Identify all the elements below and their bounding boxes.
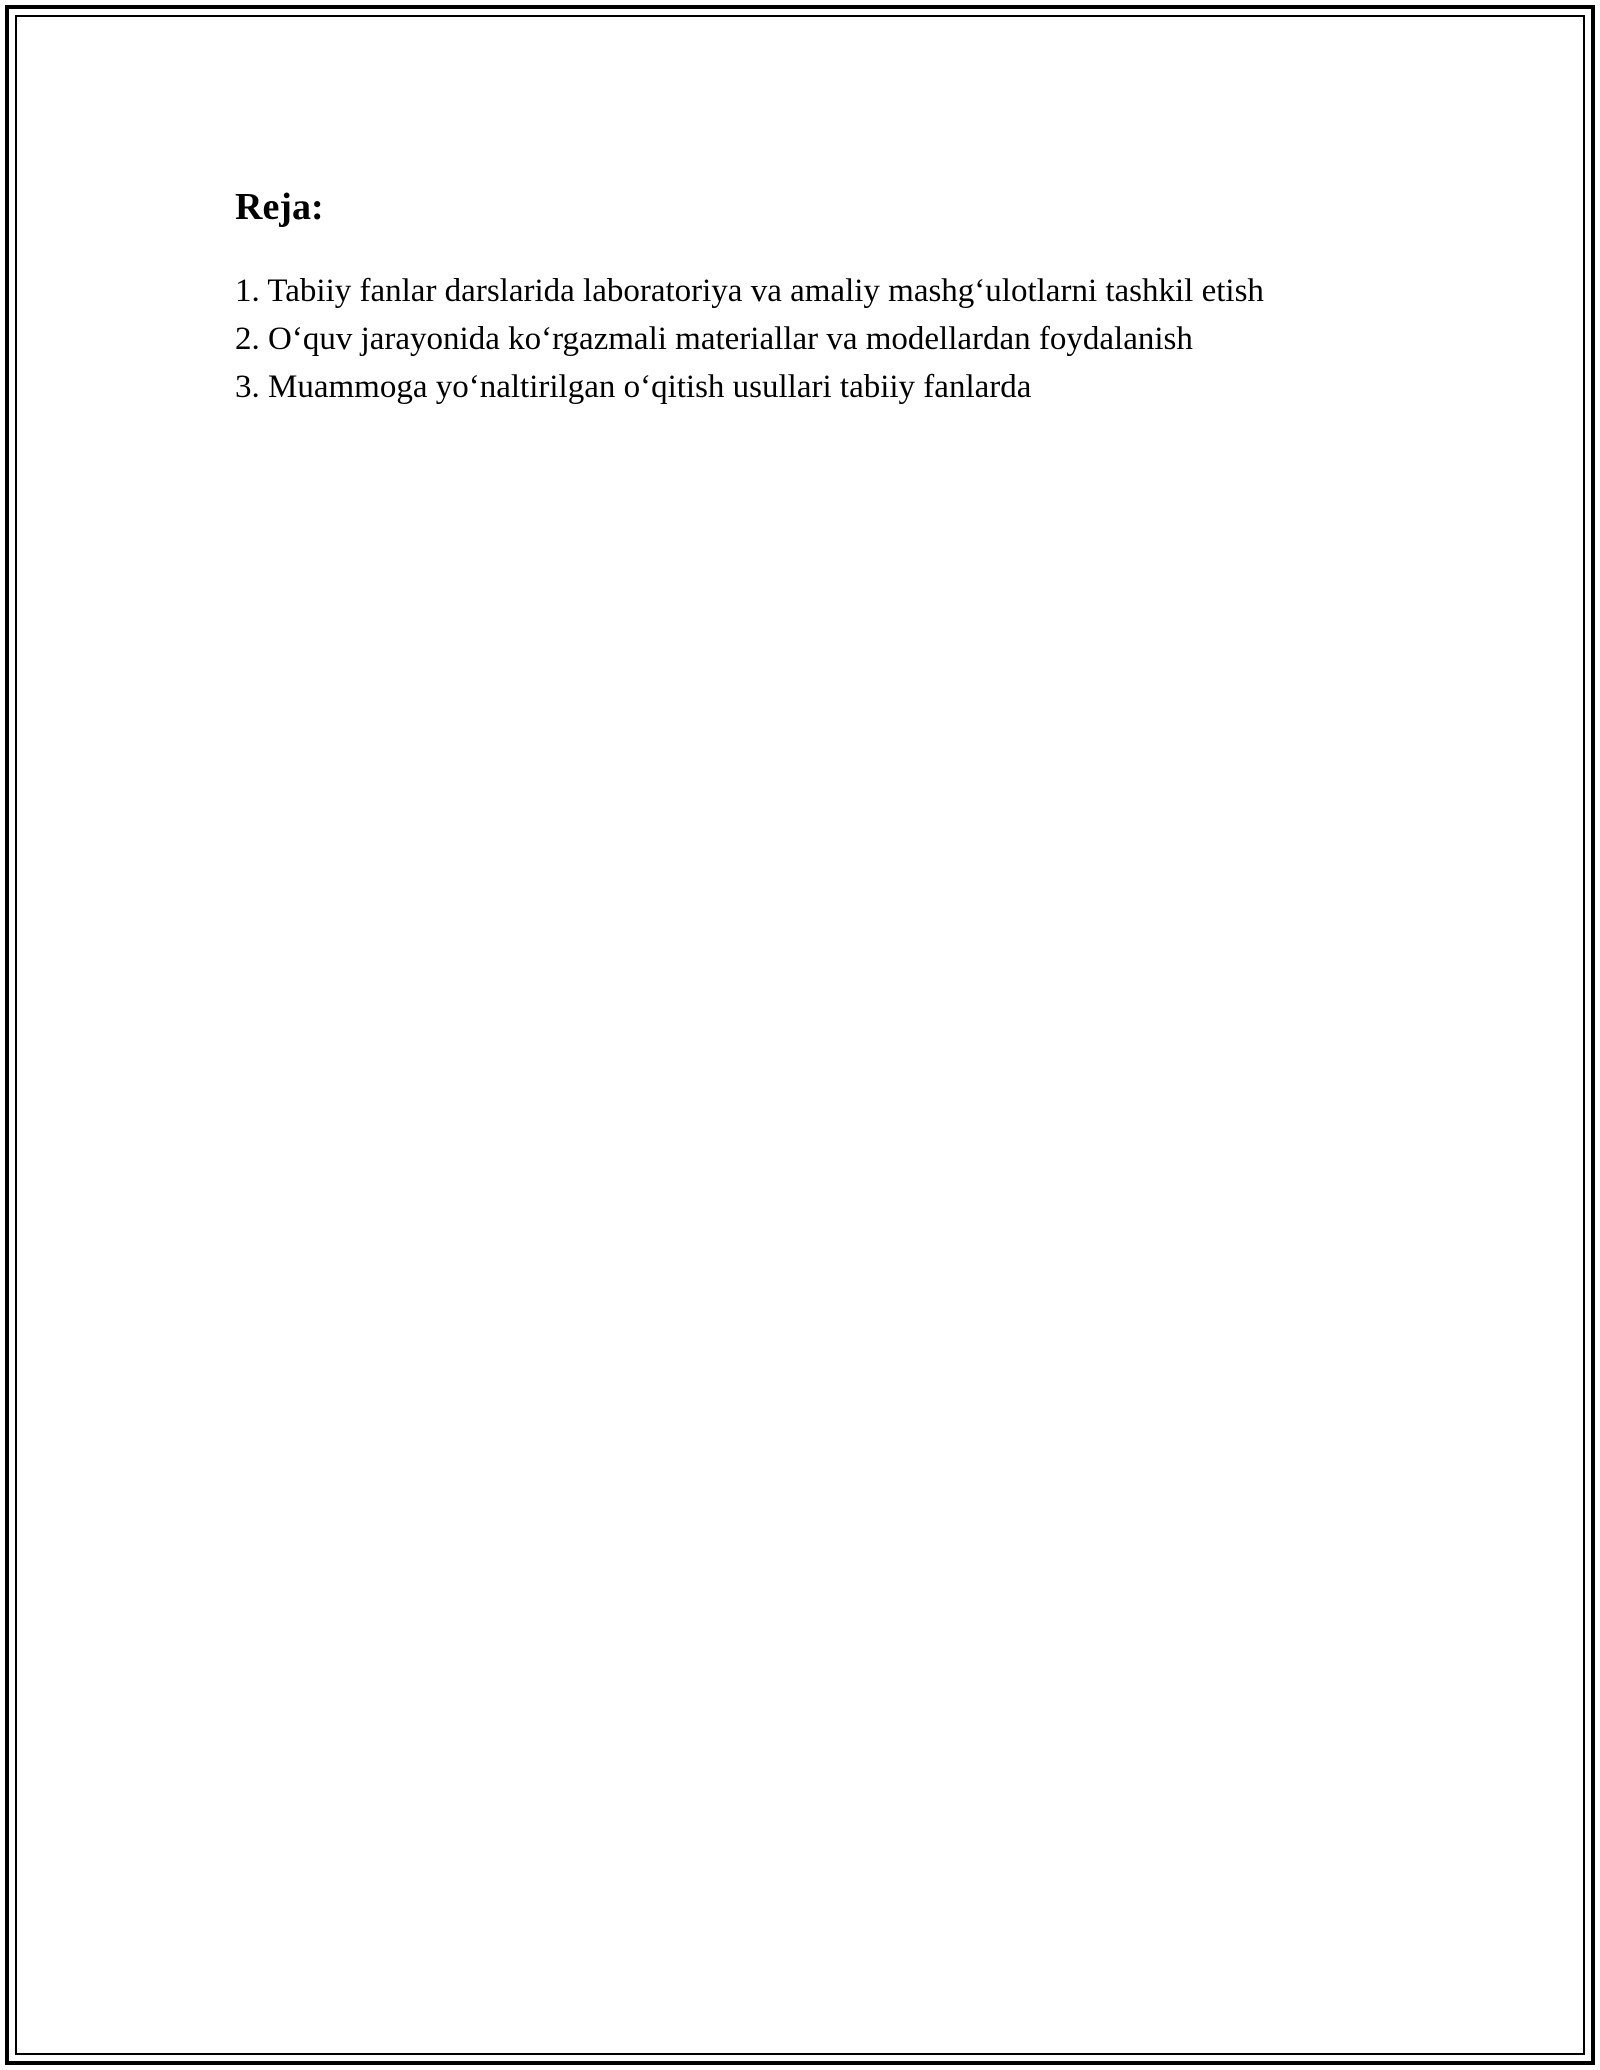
document-content [235,185,1365,411]
plan-item-3: 3. Muammoga yo‘naltirilgan o‘qitish usullari tabiiy fanlarda [235,368,1032,405]
plan-heading: Reja: [235,186,324,228]
plan-item-1: 1. Tabiiy fanlar darslarida laboratoriya va amaliy mashg‘ulotlarni tashkil etish [235,272,1264,309]
plan-item-2: 2. O‘quv jarayonida ko‘rgazmali materiallar va modellardan foydalanish [235,320,1193,357]
plan-list [235,267,1365,411]
